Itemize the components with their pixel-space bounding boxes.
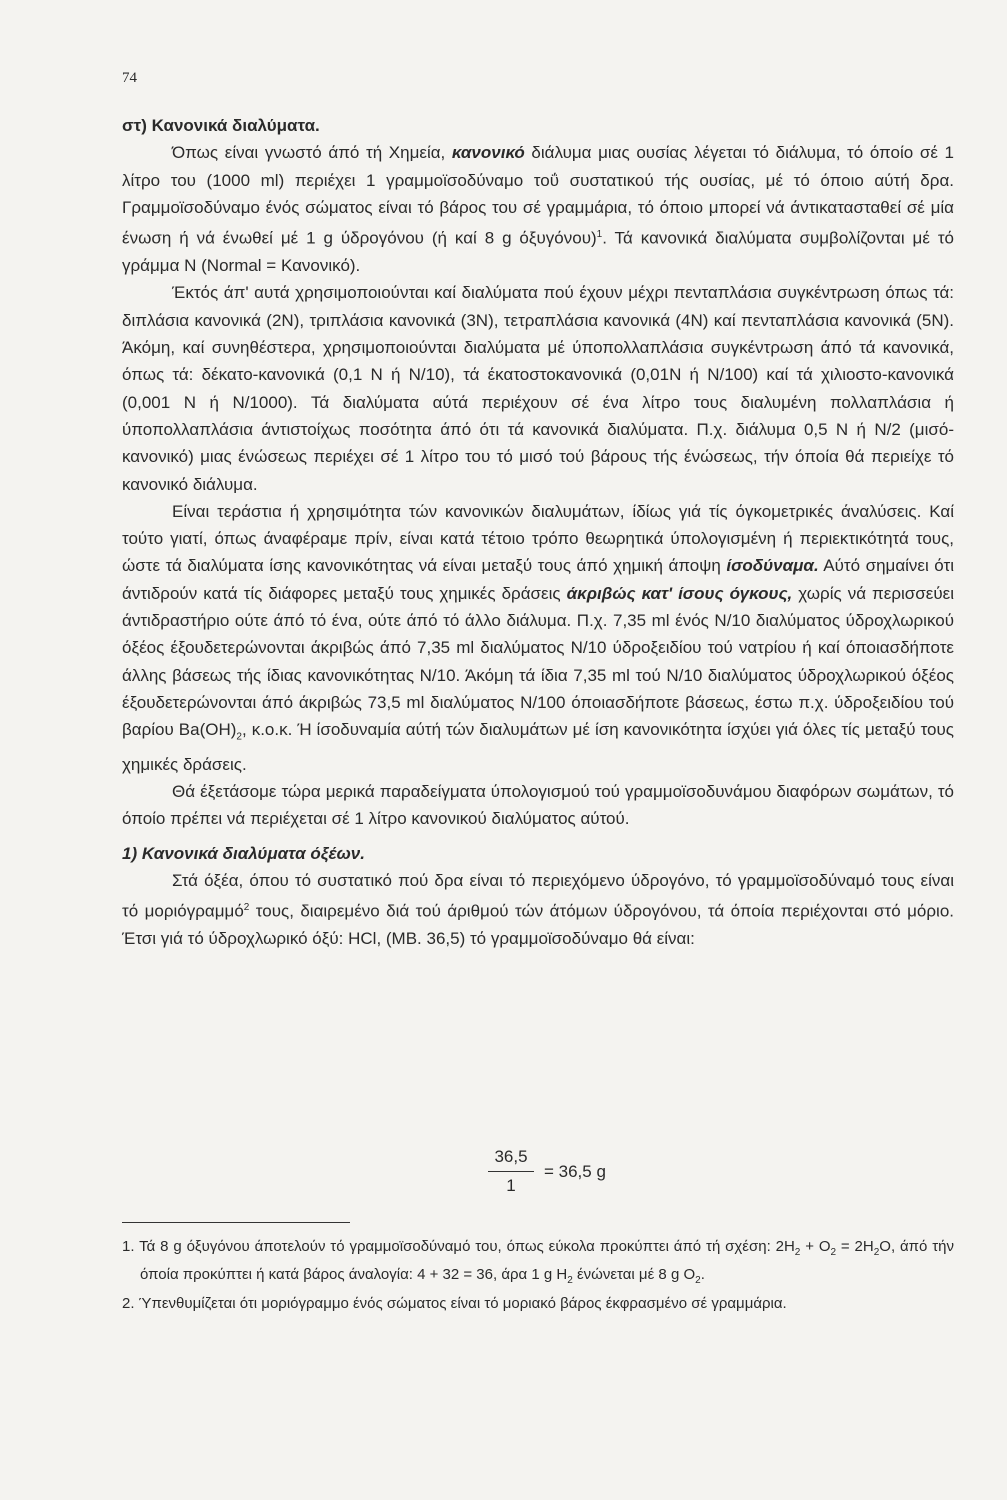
fn1-sub: 2 — [873, 1247, 880, 1258]
formula-numerator: 36,5 — [494, 1147, 528, 1166]
fn1-sub: 2 — [695, 1274, 701, 1286]
footnote-2: 2. Ύπενθυμίζεται ότι μοριόγραμμο ένός σώματος είναι τό μοριακό βάρος έκφρασμένο σέ γραμμάρια. — [122, 1295, 787, 1312]
p3-text: Είναι τεράστια ή χρησιμότητα τών κανονικών διαλυμάτων, ίδίως γιά τίς όγκομετρικές άναλύσεις. Καί τούτο γιατί, όπως άναφέραμε πρίν, είναι κατά τέτοιο τρόπο θεωρητικά ύπολογισμένη ή περιεκτικότητά τους, ώστε τά διαλύματα ίσης κανονικότητας νά είναι μεταξύ τους άπό χημική άποψη — [122, 501, 954, 576]
fn1-text: + O — [800, 1238, 831, 1255]
p3-text-3: χωρίς νά περισσεύει άντιδραστήριο ούτε άπό τό ένα, ούτε άπό τό άλλο διάλυμα. Π.χ. 7,35 ml ένός Ν/10 διαλύματος ύδροχλωρικού όξέος έξουδετερώνονται άκριβώς άπό 7,35 ml διαλύματος Ν/10 ύδροξειδίου τού νατρίου ή καί όποιασδήποτε άλλης βάσεως τής ίδιας κανονικότητας Ν/10. Άκόμη τά ίδια 7,35 ml τού Ν/10 διαλύματος ύδροχλωρικού όξέος έξουδετερώνονται άπό άκριβώς 73,5 ml διαλύματος Ν/100 όποιασδήποτε βάσεως, έστω π.χ. ύδροξειδίου τού βαρίου Ba(OH) — [122, 583, 954, 740]
term-equal-volumes: άκριβώς κατ' ίσους όγκους, — [566, 583, 793, 603]
fraction — [488, 1147, 534, 1196]
body-text — [122, 112, 954, 953]
paragraph-definition — [122, 139, 954, 279]
paragraph-acids — [122, 867, 954, 953]
term-kanoniko: κανονικό — [451, 143, 525, 163]
paragraph-usefulness — [122, 498, 954, 778]
paragraph-examples-intro: Θά έξετάσομε τώρα μερικά παραδείγματα ύπολογισμού τού γραμμοϊσοδυνάμου διαφόρων σωμάτων, τό όποίο πρέπει νά περιέχεται σέ 1 λίτρο κανονικού διαλύματος αύτού. — [122, 782, 954, 829]
section-heading-normal-solutions: στ) Κανονικά διαλύματα. — [122, 116, 320, 135]
footnote-ref-1: 1 — [596, 229, 603, 241]
fn1-sub: 2 — [830, 1247, 837, 1258]
page-number: 74 — [122, 70, 137, 86]
fn1-text: O, άπό τήν όποία προκύπτει ή κατά βάρος άναλογία: 4 + 32 = 36, άρα 1 g H — [140, 1238, 954, 1283]
term-isodynama: ίσοδύναμα. — [726, 556, 819, 576]
formula-hcl-equivalent — [488, 1147, 606, 1196]
formula-result: = 36,5 g — [544, 1161, 606, 1181]
p5-text-2: τους, διαιρεμένο διά τού άριθμού τών άτόμων ύδρογόνου, τά όποία περιέχονται στό μόριο. Έτσι γιά τό ύδροχλωρικό όξύ: HCl, (ΜΒ. 36,5) τό γραμμοϊσοδύναμο θά είναι: — [122, 902, 954, 949]
fn1-text: . — [700, 1265, 705, 1283]
footnote-1 — [122, 1236, 954, 1291]
subscript-2: 2 — [236, 731, 242, 743]
fn1-text: 1. Τά 8 g όξυγόνου άποτελούν τό γραμμοϊσοδύναμό του, όπως εύκολα προκύπτει άπό τή σχέση: 2H — [122, 1238, 795, 1255]
footnote-divider — [122, 1222, 350, 1223]
fn1-text: = 2H — [836, 1238, 874, 1255]
p3-text-4: , κ.ο.κ. Ή ίσοδυναμία αύτή τών διαλυμάτων μέ ίση κανονικότητα ίσχύει γιά όλες τίς μεταξύ τους χημικές δράσεις. — [122, 720, 954, 774]
formula-denominator: 1 — [506, 1176, 516, 1195]
footnotes — [122, 1236, 954, 1317]
section-heading-acids: 1) Κανονικά διαλύματα όξέων. — [122, 843, 365, 863]
p1-text-2: διάλυμα μιας ουσίας λέγεται τό διάλυμα, τό όποίο σέ 1 λίτρο του (1000 ml) περιέχει 1 γραμμοϊσοδύναμο τοΰ συστατικού τής ουσίας, μέ τό όποιο αύτή δρα. Γραμμοϊσοδύναμο ένός σώματος είναι τό βάρος του σέ γραμμάρια, τό όποιο μπορεί νά άντικατασταθεί σέ μία ένωση ή νά ένωθεί μέ 1 g ύδρογόνου (ή καί 8 g όξυγόνου) — [122, 143, 954, 248]
paragraph-multiples: Έκτός άπ' αυτά χρησιμοποιούνται καί διαλύματα πού έχουν μέχρι πενταπλάσια συγκέντρωση όπως τά: διπλάσια κανονικά (2Ν), τριπλάσια κανονικά (3Ν), τετραπλάσια κανονικά (4Ν) καί πενταπλάσια κανονικά (5Ν). Άκόμη, καί συνηθέστερα, χρησιμοποιούνται διαλύματα μέ ύποπολλαπλάσια συγκέντρωση άπό τά κανονικά, όπως τά: δέκατο-κανονικά (0,1 Ν ή Ν/10), τά έκατοστοκανονικά (0,01Ν ή Ν/100) καί τά χιλιοστο-κανονικά (0,001 Ν ή Ν/1000). Τά διαλύματα αύτά περιέχουν σέ ένα λίτρο τους διαλυμένη πολλαπλάσια ή ύποπολλαπλάσια άντιστοίχως ποσότητα άπό ότι τά κανονικά διαλύματα. Π.χ. διάλυμα 0,5 Ν ή Ν/2 (μισό-κανονικό) μιας ένώσεως περιέχει σέ 1 λίτρο του τό μισό τού βάρους τής ένώσεως, τήν όποία θά περιείχε τό κανονικό διάλυμα. — [122, 283, 954, 494]
p1-text-3: . Τά κανονικά διαλύματα συμβολίζονται μέ τό γράμμα Ν (Normal = Κανονικό). — [122, 228, 954, 276]
p1-text: Όπως είναι γνωστό άπό τή Χημεία, — [172, 143, 452, 163]
footnote-ref-2: 2 — [243, 902, 250, 914]
p5-text: Στά όξέα, όπου τό συστατικό πού δρα είναι τό περιεχόμενο ύδρογόνο, τό γραμμοϊσοδύναμό τους είναι τό μοριόγραμμό — [122, 871, 954, 922]
p3-text-2: Αύτό σημαίνει ότι άντιδρούν κατά τίς διάφορες μεταξύ τους χημικές δράσεις — [122, 556, 954, 603]
fn1-sub: 2 — [567, 1274, 573, 1286]
fn1-sub: 2 — [794, 1247, 801, 1258]
fn1-text: ένώνεται μέ 8 g O — [572, 1265, 696, 1283]
